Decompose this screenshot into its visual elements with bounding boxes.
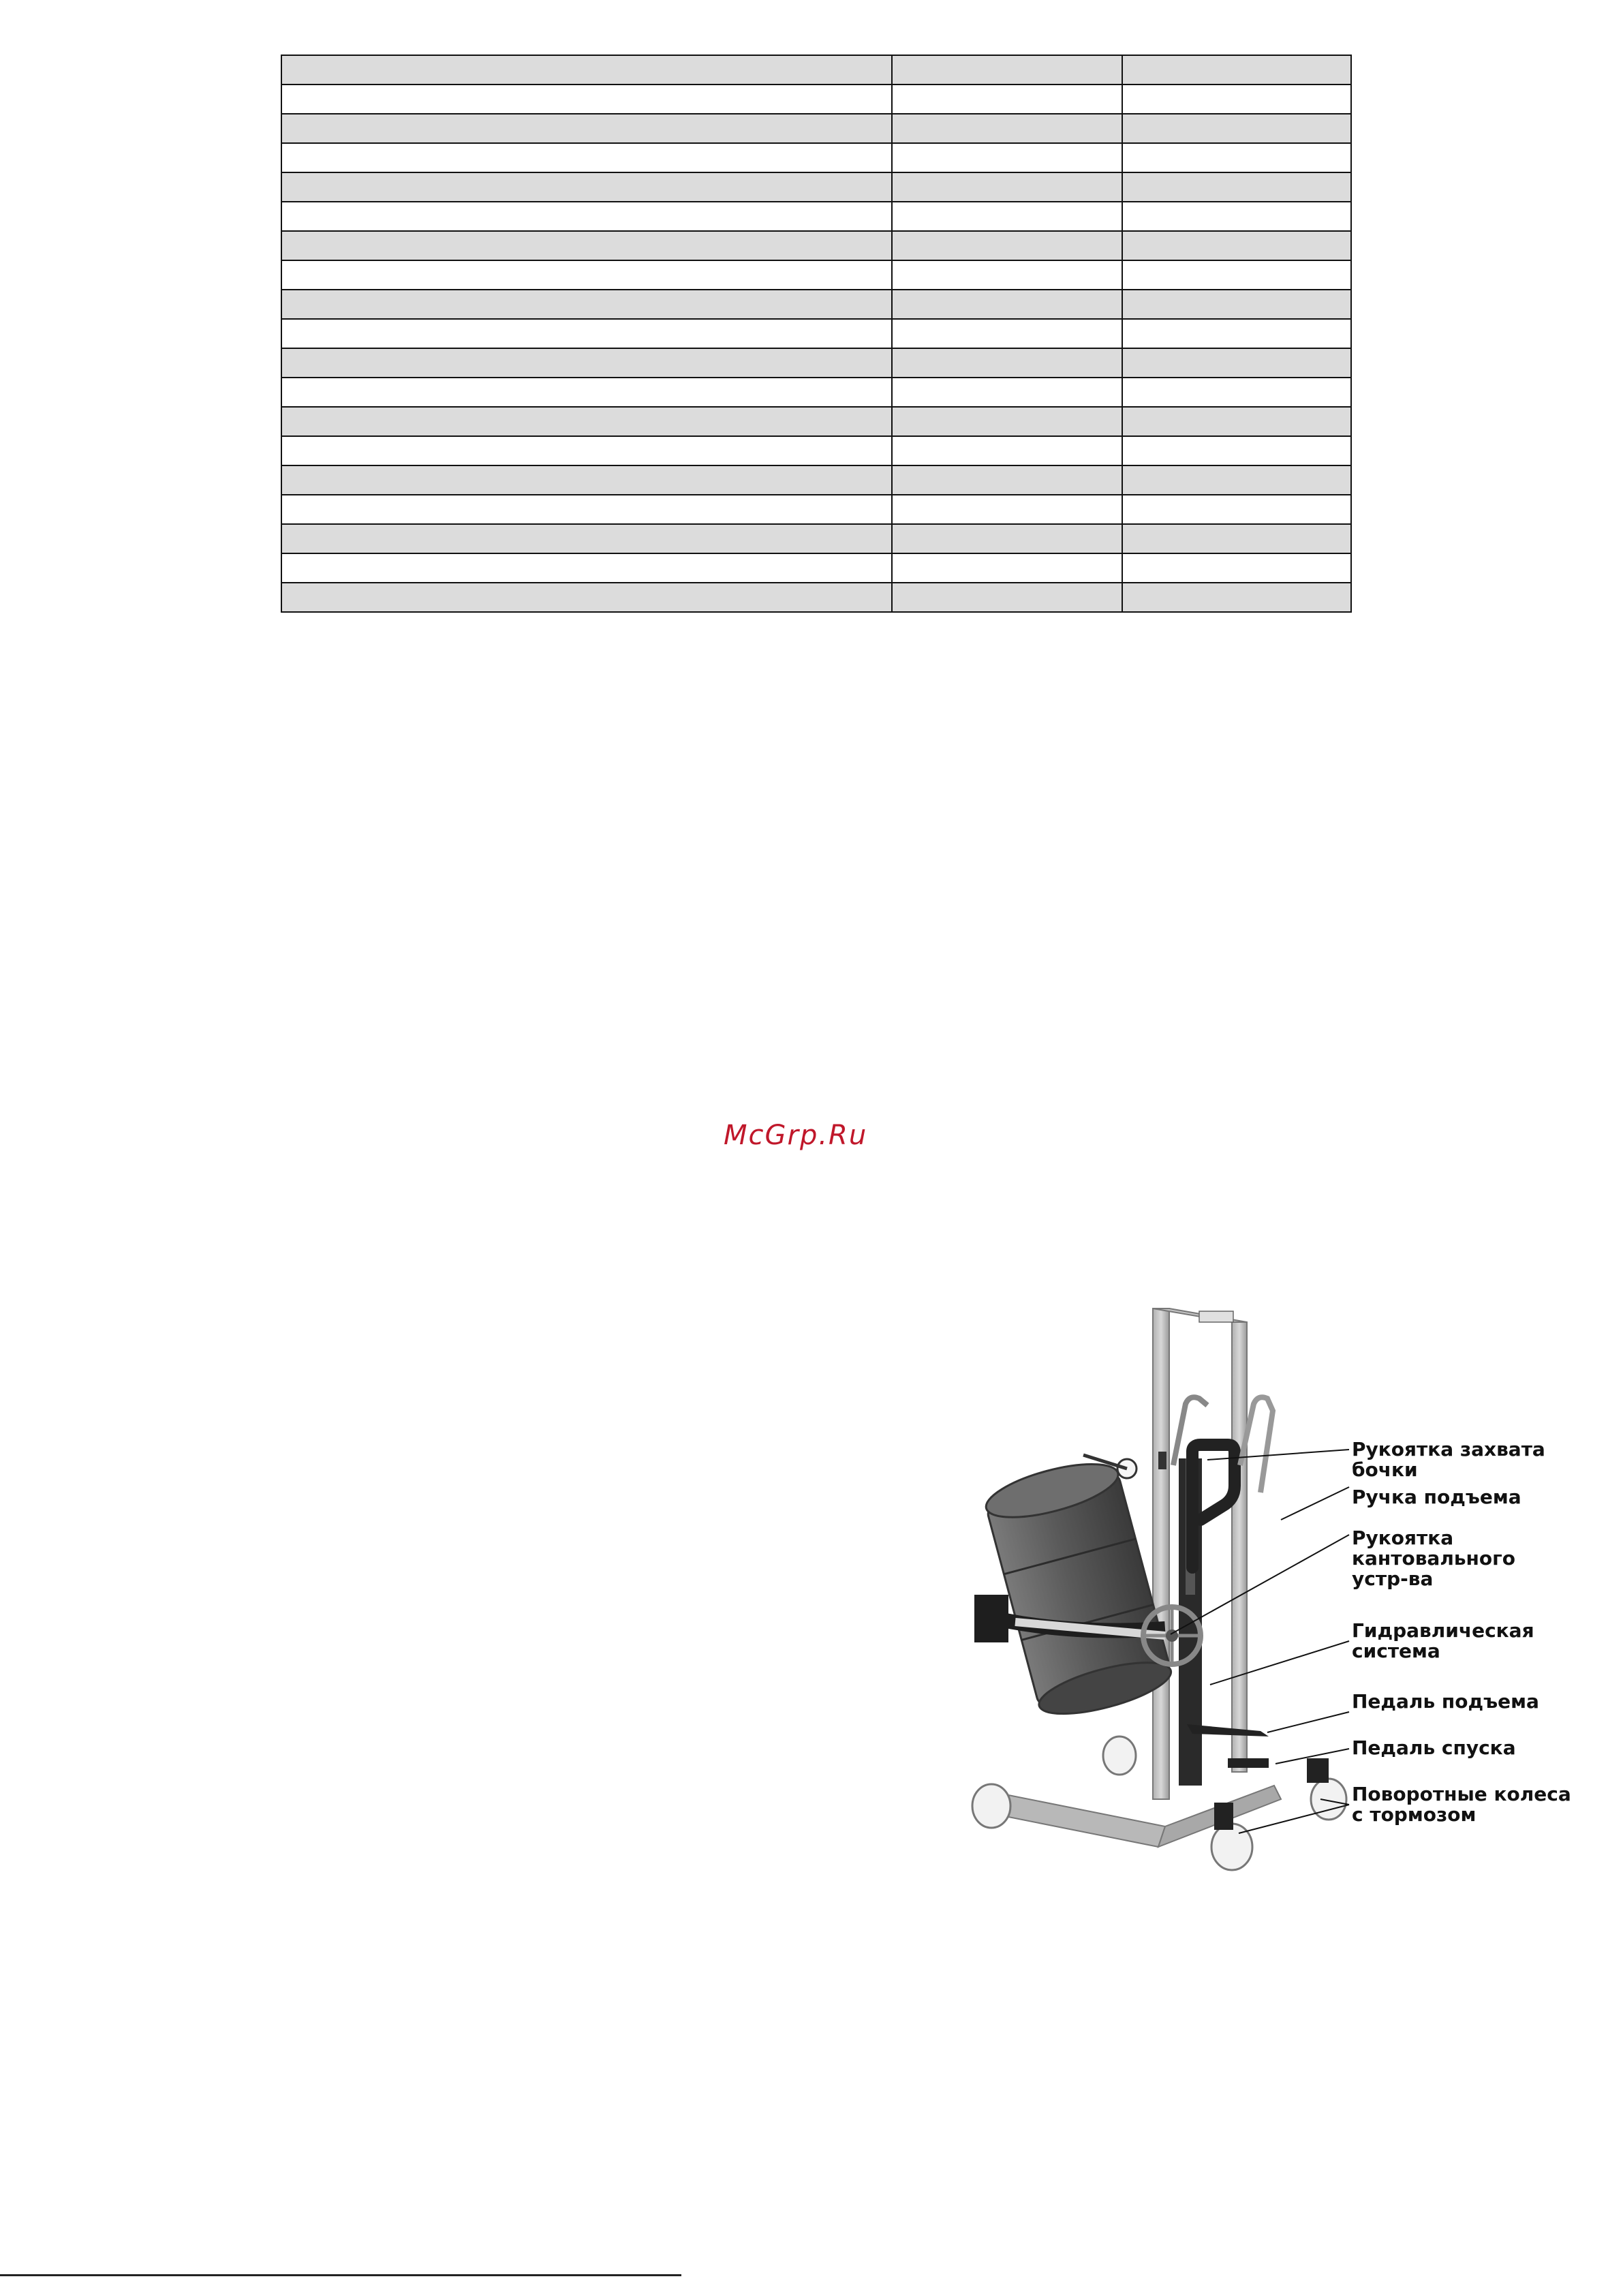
table-cell	[281, 378, 892, 407]
table-cell	[281, 85, 892, 114]
table-cell	[281, 202, 892, 231]
table-row	[281, 465, 1351, 495]
table-cell	[892, 495, 1122, 524]
table-cell	[1122, 231, 1351, 260]
table-row	[281, 407, 1351, 436]
table-cell	[1122, 407, 1351, 436]
table-cell	[1122, 290, 1351, 319]
callout-hydraulic-system: Гидравлическая система	[1352, 1619, 1534, 1662]
table-cell	[1122, 436, 1351, 465]
table-row	[281, 143, 1351, 172]
table-row	[281, 524, 1351, 553]
table-cell	[1122, 114, 1351, 143]
table-cell	[281, 407, 892, 436]
table-cell	[281, 319, 892, 348]
table-cell	[281, 172, 892, 202]
table-cell	[892, 524, 1122, 553]
table-row	[281, 202, 1351, 231]
watermark: McGrp.Ru	[724, 1120, 868, 1151]
table-cell	[892, 407, 1122, 436]
table-cell	[1122, 524, 1351, 553]
table-cell	[281, 260, 892, 290]
table-cell	[1122, 143, 1351, 172]
table-cell	[892, 55, 1122, 85]
table-cell	[1122, 260, 1351, 290]
callout-lowering-pedal: Педаль спуска	[1352, 1736, 1516, 1759]
callout-lift-handle: Ручка подъема	[1352, 1486, 1521, 1508]
table-cell	[892, 231, 1122, 260]
callout-swivel-wheels: Поворотные колеса с тормозом	[1352, 1783, 1571, 1826]
table-cell	[1122, 583, 1351, 612]
table-cell	[281, 553, 892, 583]
table-cell	[892, 553, 1122, 583]
table-cell	[281, 143, 892, 172]
table-cell	[892, 260, 1122, 290]
table-cell	[281, 524, 892, 553]
table-cell	[892, 114, 1122, 143]
table-cell	[1122, 55, 1351, 85]
table-row	[281, 319, 1351, 348]
table-row	[281, 85, 1351, 114]
table-cell	[281, 348, 892, 378]
table-cell	[892, 85, 1122, 114]
table-cell	[1122, 85, 1351, 114]
table-row	[281, 378, 1351, 407]
table-row	[281, 553, 1351, 583]
table-cell	[892, 465, 1122, 495]
table-cell	[1122, 495, 1351, 524]
table-cell	[281, 495, 892, 524]
table-cell	[281, 114, 892, 143]
table-row	[281, 231, 1351, 260]
table-row	[281, 172, 1351, 202]
table-row	[281, 55, 1351, 85]
table-row	[281, 583, 1351, 612]
table-cell	[281, 290, 892, 319]
spec-table	[281, 55, 1352, 613]
table-cell	[281, 583, 892, 612]
table-cell	[1122, 319, 1351, 348]
table-row	[281, 436, 1351, 465]
table-cell	[281, 436, 892, 465]
table-cell	[892, 202, 1122, 231]
table-row	[281, 495, 1351, 524]
table-row	[281, 290, 1351, 319]
table-cell	[1122, 172, 1351, 202]
table-row	[281, 114, 1351, 143]
table-cell	[892, 143, 1122, 172]
table-cell	[892, 348, 1122, 378]
drum-lifter-illustration	[961, 1281, 1356, 1881]
table-cell	[892, 172, 1122, 202]
table-cell	[1122, 465, 1351, 495]
callout-drum-grip-handle: Рукоятка захвата бочки	[1352, 1438, 1545, 1481]
table-row	[281, 260, 1351, 290]
table-cell	[1122, 378, 1351, 407]
table-cell	[892, 583, 1122, 612]
footnote-divider	[0, 2274, 681, 2276]
table-cell	[892, 378, 1122, 407]
callout-tilt-handle: Рукоятка кантовального устр-ва	[1352, 1527, 1515, 1590]
table-cell	[1122, 348, 1351, 378]
table-cell	[281, 231, 892, 260]
table-row	[281, 348, 1351, 378]
callout-lift-pedal: Педаль подъема	[1352, 1690, 1539, 1713]
drum-lifter-figure	[961, 1281, 1571, 1881]
table-cell	[892, 436, 1122, 465]
table-cell	[281, 465, 892, 495]
table-cell	[892, 290, 1122, 319]
table-cell	[281, 55, 892, 85]
table-cell	[892, 319, 1122, 348]
table-cell	[1122, 553, 1351, 583]
table-cell	[1122, 202, 1351, 231]
